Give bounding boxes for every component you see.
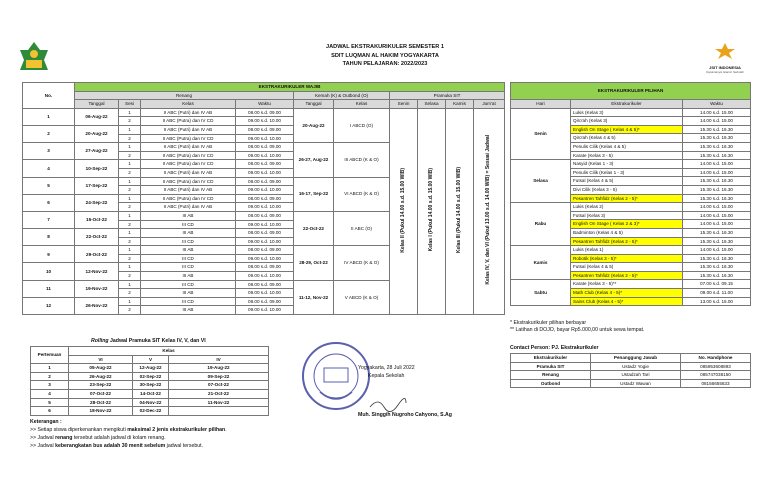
- rolling-v: 04-Nov-22: [133, 398, 169, 407]
- renang-date: 15-Oct-22: [75, 211, 119, 228]
- pilihan-ekskul: Qiro'ah (Kelas 4 & 5): [571, 134, 683, 143]
- rolling-row: [31, 381, 269, 390]
- renang-kelas: III CD: [141, 254, 236, 263]
- kemah-date: 11-12, Nov-22: [294, 280, 334, 314]
- pilihan-waktu: 15.30 s.d. 16.30: [683, 194, 751, 203]
- renang-date: 20-Aug-22: [75, 125, 119, 142]
- contact-table: [510, 353, 751, 388]
- pilihan-waktu: 15.30 s.d. 16.30: [683, 177, 751, 186]
- pramuka-jumat-cell: [474, 108, 505, 314]
- renang-waktu: 09.00 s.d. 10.00: [236, 237, 294, 246]
- renang-waktu: 09.00 s.d. 10.00: [236, 117, 294, 126]
- renang-sesi: 2: [119, 134, 141, 143]
- ket-3c: jadwal tersebut.: [165, 443, 204, 449]
- renang-date: 17-Sep-22: [75, 177, 119, 194]
- pramuka-selasa-cell: [418, 108, 446, 314]
- h-iv: IV: [169, 355, 269, 364]
- jsit-emblem-icon: [714, 42, 736, 60]
- row-no: 4: [23, 160, 75, 177]
- pilihan-waktu: 15.30 s.d. 16.30: [683, 263, 751, 272]
- renang-kelas: III CD: [141, 220, 236, 229]
- renang-kelas: III AB: [141, 229, 236, 238]
- renang-subheader: Renang: [75, 91, 294, 100]
- renang-sesi: 1: [119, 297, 141, 306]
- pilihan-ekskul: Pesantren Tahfidz (Kelas 2 - 5)*: [571, 194, 683, 203]
- pilihan-waktu: 15.30 s.d. 16.30: [683, 185, 751, 194]
- keterangan-line-3: [30, 442, 227, 450]
- wajib-table: [22, 82, 505, 315]
- renang-sesi: 1: [119, 246, 141, 255]
- rolling-row: [31, 398, 269, 407]
- rolling-row: [31, 407, 269, 416]
- contact-title: Contact Person: PJ. Ekstrakurikuler: [510, 345, 599, 351]
- kemah-date: 26-27, Aug-22: [294, 143, 334, 177]
- renang-kelas: II ABC (Putra) dan IV CD: [141, 194, 236, 203]
- renang-waktu: 08.00 s.d. 09.00: [236, 143, 294, 152]
- contact-row: [511, 379, 751, 388]
- pilihan-waktu: 14.00 s.d. 15.00: [683, 168, 751, 177]
- h-pertemuan: Pertemuan: [31, 347, 69, 364]
- rolling-vi: 26-Aug-22: [69, 372, 133, 381]
- pilihan-ekskul: Sains Club (Kelas 4 - 5)*: [571, 297, 683, 306]
- ket-1a: >> Setiap siswa diperkenankan mengikuti: [30, 427, 128, 433]
- kemah-kelas: VI ABCD (K & O): [334, 177, 390, 211]
- rolling-no: 1: [31, 364, 69, 373]
- pilihan-ekskul: Pesantren Tahfidz (Kelas 2 - 5)*: [571, 271, 683, 280]
- renang-waktu: 08.00 s.d. 09.00: [236, 125, 294, 134]
- pilihan-waktu: 14.00 s.d. 15.00: [683, 117, 751, 126]
- h-senin: Senin: [390, 100, 418, 109]
- renang-sesi: 1: [119, 160, 141, 169]
- wajib-row: [23, 108, 505, 117]
- kemah-kelas: I ABCD (O): [334, 108, 390, 142]
- pilihan-ekskul: Lukis (Kelas 3): [571, 108, 683, 117]
- rolling-table: [30, 346, 269, 416]
- renang-waktu: 08.00 s.d. 09.00: [236, 263, 294, 272]
- renang-kelas: III CD: [141, 237, 236, 246]
- title-line-1: JADWAL EKSTRAKURIKULER SEMESTER 1: [326, 44, 444, 50]
- renang-sesi: 2: [119, 220, 141, 229]
- row-no: 10: [23, 263, 75, 280]
- h-contact-hp: No. Handphone: [681, 354, 751, 363]
- signature-place-date: Yogyakarta, 28 Juli 2022: [358, 365, 415, 371]
- renang-waktu: 09.00 s.d. 10.00: [236, 203, 294, 212]
- renang-waktu: 09.00 s.d. 10.00: [236, 186, 294, 195]
- h-kelas-kemah: Kelas: [334, 100, 390, 109]
- row-no: 2: [23, 125, 75, 142]
- h-jumat: Jum'at: [474, 100, 505, 109]
- row-no: 11: [23, 280, 75, 297]
- jsit-logo-subtext: Kepanianya Islamic Sekolah: [706, 70, 744, 74]
- renang-waktu: 09.00 s.d. 10.00: [236, 289, 294, 298]
- kemah-kelas: IV ABCD (K & O): [334, 246, 390, 280]
- row-no: 7: [23, 211, 75, 228]
- pilihan-waktu: 15.30 s.d. 16.30: [683, 271, 751, 280]
- pilihan-group-header: EKSTRAKURIKULER PILIHAN: [511, 83, 751, 100]
- row-no: 3: [23, 143, 75, 160]
- keterangan-line-2: [30, 434, 227, 442]
- pilihan-hari: Kamis: [511, 246, 571, 280]
- title-line-3: TAHUN PELAJARAN: 2022/2023: [342, 61, 428, 67]
- renang-date: 06-Aug-22: [75, 108, 119, 125]
- renang-kelas: II ABC (Putra) dan IV CD: [141, 177, 236, 186]
- pramuka-selasa-text: Kelas I (Pukul 14.00 s.d. 15.00 WIB): [427, 168, 434, 252]
- renang-waktu: 09.00 s.d. 10.00: [236, 272, 294, 281]
- h-kamis: Kamis: [446, 100, 474, 109]
- renang-kelas: II ABC (Putri) dan IV AB: [141, 108, 236, 117]
- renang-waktu: 09.00 s.d. 10.00: [236, 168, 294, 177]
- jsit-logo: [700, 42, 750, 78]
- renang-kelas: III AB: [141, 306, 236, 315]
- rolling-row: [31, 364, 269, 373]
- row-no: 12: [23, 297, 75, 314]
- pilihan-waktu: 15.30 s.d. 16.30: [683, 125, 751, 134]
- contact-row: [511, 371, 751, 380]
- pilihan-hari: Sabtu: [511, 280, 571, 306]
- pilihan-ekskul: Karate (Kelas 3 - 5)**: [571, 280, 683, 289]
- pramuka-kamis-text: Kelas III (Pukul 14.00 s.d. 15.00 WIB): [455, 167, 462, 254]
- h-tanggal: Tanggal: [75, 100, 119, 109]
- renang-date: 10-Sep-22: [75, 160, 119, 177]
- renang-date: 29-Oct-22: [75, 246, 119, 263]
- renang-kelas: III AB: [141, 289, 236, 298]
- contact-ekskul: Outbond: [511, 379, 591, 388]
- pilihan-ekskul: Robotik (Kelas 3 - 5)*: [571, 254, 683, 263]
- renang-kelas: II ABC (Putri) dan IV AB: [141, 143, 236, 152]
- renang-waktu: 08.00 s.d. 09.00: [236, 160, 294, 169]
- renang-waktu: 08.00 s.d. 09.00: [236, 246, 294, 255]
- renang-sesi: 2: [119, 186, 141, 195]
- renang-kelas: III CD: [141, 297, 236, 306]
- renang-sesi: 2: [119, 168, 141, 177]
- keterangan-line-1: [30, 426, 227, 434]
- ket-1c: .: [225, 427, 227, 433]
- renang-waktu: 08.00 s.d. 09.00: [236, 108, 294, 117]
- pilihan-waktu: 14.00 s.d. 15.00: [683, 203, 751, 212]
- contact-pj: Ustadz Wawan: [591, 379, 681, 388]
- renang-kelas: III CD: [141, 280, 236, 289]
- rolling-title: [91, 337, 206, 345]
- pilihan-ekskul: Lukis (Kelas 1): [571, 246, 683, 255]
- renang-sesi: 1: [119, 125, 141, 134]
- row-no: 8: [23, 229, 75, 246]
- ket-2c: tersebut adalah jadwal di kolam renang.: [72, 435, 166, 441]
- rolling-row: [31, 389, 269, 398]
- kemah-kelas: V ABCD (K & O): [334, 280, 390, 314]
- pilihan-hari: Senin: [511, 108, 571, 160]
- h-contact-pj: Penanggung Jawab: [591, 354, 681, 363]
- pilihan-note-2: ** Latihan di DOJO, bayar Rp5.000,00 untuk sewa tempat.: [510, 327, 645, 333]
- rolling-no: 3: [31, 381, 69, 390]
- pilihan-waktu: 15.30 s.d. 16.30: [683, 228, 751, 237]
- rolling-iv: 11-Nov-22: [169, 398, 269, 407]
- renang-waktu: 08.00 s.d. 09.00: [236, 211, 294, 220]
- pramuka-senin-cell: [390, 108, 418, 314]
- renang-waktu: 08.00 s.d. 09.00: [236, 280, 294, 289]
- rolling-iv: 09-Sep-22: [169, 372, 269, 381]
- renang-kelas: III AB: [141, 272, 236, 281]
- rolling-vi: 28-Oct-22: [69, 398, 133, 407]
- rolling-no: 6: [31, 407, 69, 416]
- renang-kelas: II ABC (Putra) dan IV CD: [141, 160, 236, 169]
- rolling-vi: 05-Aug-22: [69, 364, 133, 373]
- renang-kelas: III AB: [141, 246, 236, 255]
- kemah-date: 22-Oct-22: [294, 211, 334, 245]
- kemah-date: 16-17, Sep-22: [294, 177, 334, 211]
- pilihan-waktu: 15.30 s.d. 16.30: [683, 254, 751, 263]
- ket-2a: >> Jadwal: [30, 435, 56, 441]
- pilihan-waktu: 14.00 s.d. 15.00: [683, 108, 751, 117]
- pilihan-ekskul: Divi Cilik (Kelas 3 - 5): [571, 185, 683, 194]
- renang-waktu: 08.00 s.d. 09.00: [236, 177, 294, 186]
- pilihan-ekskul: Futsal (Kelas 3): [571, 211, 683, 220]
- pilihan-ekskul: Karate (Kelas 3 - 5): [571, 151, 683, 160]
- pilihan-waktu: 14.00 s.d. 15.00: [683, 246, 751, 255]
- renang-waktu: 09.00 s.d. 10.00: [236, 151, 294, 160]
- renang-date: 27-Aug-22: [75, 143, 119, 160]
- rolling-title-rest: Jadwal Pramuka SIT Kelas IV, V, dan VI: [108, 338, 206, 344]
- renang-waktu: 08.00 s.d. 09.00: [236, 297, 294, 306]
- kemah-date: 28-29, Oct-22: [294, 246, 334, 280]
- renang-date: 26-Nov-22: [75, 297, 119, 314]
- wajib-group-header: EKSTRAKURIKULER WAJIB: [75, 83, 505, 92]
- signature-name: Muh. Singgih Nugroho Cahyono, S.Ag: [358, 412, 452, 418]
- pilihan-ekskul: Math Club (Kelas 4 - 5)*: [571, 289, 683, 298]
- kemah-subheader: Kemah (K) & Outbond (O): [294, 91, 390, 100]
- contact-row: [511, 362, 751, 371]
- pramuka-kamis-cell: [446, 108, 474, 314]
- ket-1b: maksimal 2 jenis ekstrakurikuler pilihan: [127, 427, 226, 433]
- rolling-iv: 19-Aug-22: [169, 364, 269, 373]
- pilihan-row: [511, 246, 751, 255]
- h-sesi: Sesi: [119, 100, 141, 109]
- pramuka-jumat-text: Kelas IV, V, dan VI (Pukul 13.00 s.d. 14.00 WIB) = Sesuai Jadwal: [485, 135, 492, 285]
- renang-sesi: 2: [119, 306, 141, 315]
- rolling-no: 4: [31, 389, 69, 398]
- renang-sesi: 2: [119, 203, 141, 212]
- keterangan-title: Keterangan :: [30, 419, 62, 425]
- pilihan-row: [511, 280, 751, 289]
- contact-ekskul: Pramuka SIT: [511, 362, 591, 371]
- renang-kelas: II ABC (Putri) dan IV AB: [141, 186, 236, 195]
- h-tanggal-kemah: Tanggal: [294, 100, 334, 109]
- ket-3b: keberangkatan bus adalah 30 menit sebelum: [55, 443, 166, 449]
- rolling-vi: 23-Sep-22: [69, 381, 133, 390]
- pilihan-ekskul: Futsal (Kelas 4 & 5): [571, 263, 683, 272]
- renang-kelas: II ABC (Putri) dan IV AB: [141, 168, 236, 177]
- kemah-date: 20-Aug-22: [294, 108, 334, 142]
- rolling-row: [31, 372, 269, 381]
- renang-sesi: 2: [119, 272, 141, 281]
- row-no: 1: [23, 108, 75, 125]
- pilihan-waktu: 15.30 s.d. 16.30: [683, 151, 751, 160]
- h-contact-ekskul: Ekstrakurikuler: [511, 354, 591, 363]
- contact-hp: 085747038150: [681, 371, 751, 380]
- renang-sesi: 1: [119, 229, 141, 238]
- renang-kelas: II ABC (Putri) dan IV AB: [141, 203, 236, 212]
- h-waktu: Waktu: [236, 100, 294, 109]
- pramuka-subheader: Pramuka SIT: [390, 91, 505, 100]
- pilihan-waktu: 07.00 s.d. 09.15: [683, 280, 751, 289]
- pilihan-waktu: 09.00 s.d. 11.00: [683, 289, 751, 298]
- pilihan-ekskul: English On Stage ( Kelas 2 & 3)*: [571, 220, 683, 229]
- contact-pj: Ustadz Yogie: [591, 362, 681, 371]
- pilihan-row: [511, 203, 751, 212]
- rolling-no: 2: [31, 372, 69, 381]
- h-v: V: [133, 355, 169, 364]
- pilihan-ekskul: Futsal (Kelas 4 & 5): [571, 177, 683, 186]
- ket-2b: renang: [55, 435, 73, 441]
- pilihan-ekskul: Badminton (Kelas 4 & 5): [571, 228, 683, 237]
- renang-kelas: II ABC (Putra) dan IV CD: [141, 134, 236, 143]
- signature-role: Kepala Sekolah: [368, 373, 405, 379]
- col-no: No.: [23, 83, 75, 109]
- h-selasa: Selasa: [418, 100, 446, 109]
- renang-sesi: 1: [119, 263, 141, 272]
- pilihan-waktu: 13.00 s.d. 15.00: [683, 297, 751, 306]
- pilihan-waktu: 14.00 s.d. 15.00: [683, 220, 751, 229]
- row-no: 9: [23, 246, 75, 263]
- renang-date: 19-Nov-22: [75, 280, 119, 297]
- renang-sesi: 2: [119, 151, 141, 160]
- page-title: [250, 43, 520, 69]
- renang-sesi: 2: [119, 254, 141, 263]
- renang-sesi: 1: [119, 108, 141, 117]
- pilihan-waktu: 15.30 s.d. 16.30: [683, 237, 751, 246]
- h-kelas: Kelas: [141, 100, 236, 109]
- rolling-v: 02-Dec-22: [133, 407, 169, 416]
- signature-block: [358, 364, 415, 380]
- renang-sesi: 1: [119, 211, 141, 220]
- contact-ekskul: Renang: [511, 371, 591, 380]
- renang-kelas: II ABC (Putri) dan IV AB: [141, 125, 236, 134]
- ket-3a: >> Jadwal: [30, 443, 56, 449]
- school-logo: [16, 40, 52, 76]
- renang-sesi: 1: [119, 143, 141, 152]
- pilihan-ekskul: Pesantren Tahfidz (Kelas 2 - 5)*: [571, 237, 683, 246]
- renang-date: 24-Sep-22: [75, 194, 119, 211]
- pilihan-hari: Rabu: [511, 203, 571, 246]
- pilihan-waktu: 15.30 s.d. 16.30: [683, 142, 751, 151]
- pilihan-ekskul: Nasyid (Kelas 1 - 3): [571, 160, 683, 169]
- pilihan-waktu: 14.00 s.d. 15.00: [683, 160, 751, 169]
- h-waktu-pilihan: Waktu: [683, 100, 751, 109]
- rolling-iv: [169, 407, 269, 416]
- h-hari: Hari: [511, 100, 571, 109]
- pilihan-hari: Selasa: [511, 160, 571, 203]
- row-no: 5: [23, 177, 75, 194]
- pilihan-notes: [510, 319, 644, 334]
- pilihan-waktu: 15.30 s.d. 16.30: [683, 134, 751, 143]
- row-no: 6: [23, 194, 75, 211]
- rolling-iv: 21-Oct-22: [169, 389, 269, 398]
- contact-hp: 085953608893: [681, 362, 751, 371]
- kemah-kelas: III ABCD (K & O): [334, 143, 390, 177]
- pilihan-ekskul: Penulis Cilik (Kelas 4 & 5): [571, 142, 683, 151]
- h-vi: VI: [69, 355, 133, 364]
- pilihan-waktu: 14.00 s.d. 15.00: [683, 211, 751, 220]
- keterangan: [30, 418, 227, 450]
- rolling-title-italic: Rolling: [91, 338, 109, 344]
- renang-waktu: 09.00 s.d. 10.00: [236, 306, 294, 315]
- pilihan-ekskul: English On Stage ( Kelas 4 & 5)*: [571, 125, 683, 134]
- renang-date: 12-Nov-22: [75, 263, 119, 280]
- contact-hp: 08156655633: [681, 379, 751, 388]
- renang-sesi: 1: [119, 177, 141, 186]
- renang-kelas: II ABC (Putra) dan IV CD: [141, 151, 236, 160]
- rolling-vi: 07-Oct-22: [69, 389, 133, 398]
- renang-kelas: II ABC (Putra) dan IV CD: [141, 117, 236, 126]
- contact-pj: Ustadzah Tari: [591, 371, 681, 380]
- renang-sesi: 1: [119, 280, 141, 289]
- rolling-v: 02-Sep-22: [133, 372, 169, 381]
- renang-waktu: 09.00 s.d. 10.00: [236, 134, 294, 143]
- pilihan-note-1: * Ekstrakurikuler pilihan berbayar: [510, 320, 587, 326]
- renang-sesi: 2: [119, 117, 141, 126]
- renang-sesi: 1: [119, 194, 141, 203]
- renang-waktu: 09.00 s.d. 10.00: [236, 220, 294, 229]
- h-ekskul: Ekstrakurikuler: [571, 100, 683, 109]
- rolling-v: 12-Aug-22: [133, 364, 169, 373]
- jsit-logo-text: JSIT INDONESIA: [709, 65, 741, 70]
- pilihan-row: [511, 108, 751, 117]
- renang-date: 22-Oct-22: [75, 229, 119, 246]
- pilihan-row: [511, 160, 751, 169]
- title-line-2: SDIT LUQMAN AL HAKIM YOGYAKARTA: [331, 52, 439, 59]
- renang-sesi: 2: [119, 237, 141, 246]
- pilihan-ekskul: Qiro'ah (Kelas 3): [571, 117, 683, 126]
- renang-waktu: 08.00 s.d. 09.00: [236, 229, 294, 238]
- rolling-v: 14-Oct-22: [133, 389, 169, 398]
- h-rolling-kelas: Kelas: [69, 347, 269, 356]
- pilihan-ekskul: Penulis Cilik (Kelas 1 - 3): [571, 168, 683, 177]
- renang-sesi: 2: [119, 289, 141, 298]
- rolling-iv: 07-Oct-22: [169, 381, 269, 390]
- rolling-vi: 18-Nov-22: [69, 407, 133, 416]
- pilihan-ekskul: Lukis (Kelas 2): [571, 203, 683, 212]
- renang-kelas: III CD: [141, 263, 236, 272]
- pramuka-senin-text: Kelas II (Pukul 14.00 s.d. 15.00 WIB): [399, 167, 406, 253]
- renang-waktu: 09.00 s.d. 10.00: [236, 254, 294, 263]
- rolling-no: 5: [31, 398, 69, 407]
- renang-waktu: 08.00 s.d. 09.00: [236, 194, 294, 203]
- pilihan-table: [510, 82, 751, 306]
- renang-kelas: III AB: [141, 211, 236, 220]
- rolling-v: 30-Sep-22: [133, 381, 169, 390]
- kemah-kelas: II ABC (O): [334, 211, 390, 245]
